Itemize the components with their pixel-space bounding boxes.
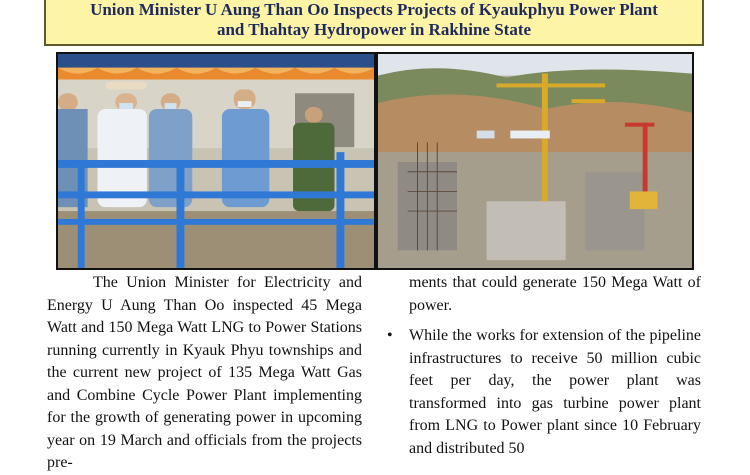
photo-minister-inspection bbox=[56, 52, 376, 270]
article-paragraph-1: The Union Minister for Electricity and Energy U Aung Than Oo inspected 45 Mega Watt and 150 Mega Watt LNG to Power Stations running currently in Kyauk Phyu townships and the current new project of 135 Mega Watt Gas and Combine Cycle Power Plant implementing for the growth of generating power in upcoming year on 19 March and officials from the projects pre- bbox=[47, 274, 362, 471]
article-column-left bbox=[47, 272, 362, 475]
headline-banner bbox=[44, 0, 704, 46]
photo-hydropower-site bbox=[376, 52, 694, 270]
bullet-text: While the works for extension of the pipeline infrastructures to receive 50 million cubic feet per day, the power plant was transformed into gas turbine power plant from LNG to Power plant since 10 February and distributed 50 bbox=[409, 327, 701, 457]
article-continuation: ments that could generate 150 Mega Watt of power. bbox=[409, 274, 701, 314]
inspection-photo-illustration bbox=[58, 54, 374, 268]
bullet-icon: • bbox=[387, 327, 393, 344]
article-column-right bbox=[387, 272, 701, 460]
headline-line-1: Union Minister U Aung Than Oo Inspects Projects of Kyaukphyu Power Plant bbox=[90, 0, 658, 19]
headline-line-2: and Thahtay Hydropower in Rakhine State bbox=[216, 20, 532, 39]
bullet-list-item bbox=[387, 325, 701, 460]
construction-photo-illustration bbox=[378, 54, 692, 268]
